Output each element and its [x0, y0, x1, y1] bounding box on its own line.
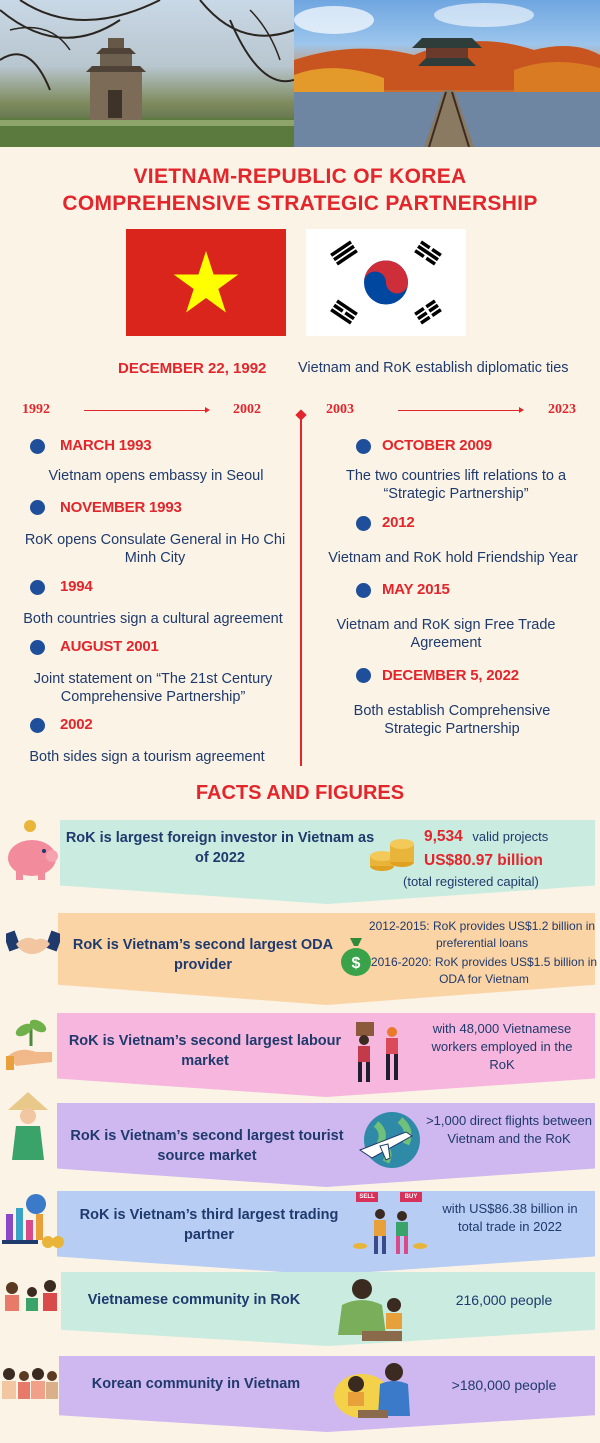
timeline-desc: Both establish Comprehensive Strategic Partnership [353, 703, 551, 737]
projects-value: 9,534 [424, 828, 463, 845]
timeline-date: DECEMBER 5, 2022 [382, 667, 519, 684]
page-title [0, 163, 600, 217]
title-line-2: COMPREHENSIVE STRATEGIC PARTNERSHIP [62, 192, 538, 215]
projects-line [424, 828, 548, 846]
projects-label: valid projects [472, 829, 549, 844]
timeline-bullet-icon [30, 718, 45, 733]
capital-value: US$80.97 billion [424, 852, 543, 869]
yellow-star-icon [126, 229, 286, 336]
fact-label: RoK is Vietnam’s second largest labour market [68, 1033, 342, 1069]
timeline-bullet-icon [356, 439, 371, 454]
labour-fact: with 48,000 Vietnamese workers employed in the RoK [431, 1021, 573, 1072]
capital-label: (total registered capital) [403, 874, 539, 889]
timeline-date: OCTOBER 2009 [382, 437, 492, 454]
taegeuk-icon [306, 229, 466, 336]
timeline-desc: The two countries lift relations to a “Strategic Partnership” [345, 468, 567, 502]
oda-fact-2: 2016-2020: RoK provides US$1.5 billion in ODA for Vietnam [370, 955, 598, 986]
trade-fact: with US$86.38 billion in total trade in 2022 [442, 1201, 578, 1234]
buy-tag: BUY [404, 1194, 418, 1200]
plant-in-hand-icon [6, 1016, 56, 1072]
timeline-desc: Vietnam and RoK sign Free Trade Agreement [336, 617, 556, 651]
timeline-date: AUGUST 2001 [60, 638, 159, 655]
tourist-fact: >1,000 direct flights between Vietnam and the RoK [426, 1113, 592, 1146]
timeline-bullet-icon [30, 500, 45, 515]
family-play-icon [322, 1356, 422, 1426]
vietnam-flag [126, 229, 286, 336]
timeline-date: 2012 [382, 514, 415, 531]
range-left-start: 1992 [22, 402, 50, 417]
fact-label: RoK is Vietnam’s second largest tourist source market [70, 1128, 344, 1164]
timeline-bullet-icon [30, 580, 45, 595]
timeline-bullet-icon [30, 439, 45, 454]
range-left-arrow-icon [84, 410, 208, 411]
turtle-tower-illustration [0, 0, 294, 147]
conical-hat-woman-icon [4, 1090, 52, 1162]
hanoi-turtle-tower-photo [0, 0, 294, 147]
family-icon [2, 1278, 60, 1314]
diplomatic-ties-date: DECEMBER 22, 1992 [118, 360, 267, 377]
timeline-date: NOVEMBER 1993 [60, 499, 182, 516]
pavilion-illustration [294, 0, 600, 147]
timeline-bullet-icon [356, 583, 371, 598]
timeline-bullet-icon [356, 668, 371, 683]
timeline-desc: Vietnam and RoK hold Friendship Year [328, 550, 578, 566]
facts-title: FACTS AND FIGURES [195, 782, 405, 804]
timeline-bullet-icon [30, 640, 45, 655]
diplomatic-ties-desc: Vietnam and RoK establish diplomatic ties [298, 360, 569, 376]
timeline-desc: RoK opens Consulate General in Ho Chi Minh City [24, 532, 286, 566]
title-line-1: VIETNAM-REPUBLIC OF KOREA [133, 165, 467, 188]
vn-community-fact: 216,000 people [455, 1292, 553, 1308]
timeline-bullet-icon [356, 516, 371, 531]
korea-flag [306, 229, 466, 336]
fact-label: Vietnamese community in RoK [87, 1292, 301, 1308]
timeline-date: MARCH 1993 [60, 437, 152, 454]
fact-label: RoK is Vietnam’s second largest ODA provider [72, 937, 334, 973]
range-right-arrow-icon [398, 410, 522, 411]
timeline-date: 2002 [60, 716, 93, 733]
range-left-end: 2002 [233, 402, 261, 417]
globe-airplane-icon [356, 1110, 424, 1172]
timeline-date: 1994 [60, 578, 93, 595]
group-people-icon [0, 1364, 60, 1404]
hero-banner [0, 0, 600, 147]
fact-label: RoK is Vietnam’s third largest trading partner [79, 1207, 339, 1243]
piggy-bank-icon [4, 818, 60, 882]
handshake-icon [6, 926, 60, 960]
timeline-date: MAY 2015 [382, 581, 450, 598]
timeline-desc: Vietnam opens embassy in Seoul [48, 468, 264, 484]
range-right-start: 2003 [326, 402, 354, 417]
timeline-desc: Joint statement on “The 21st Century Comprehensive Partnership” [33, 671, 273, 705]
gyeongbokgung-pavilion-photo [294, 0, 600, 147]
trade-chart-icon [2, 1192, 68, 1250]
parent-child-icon [322, 1275, 422, 1345]
gold-coins-icon [368, 832, 416, 876]
oda-fact-1: 2012-2015: RoK provides US$1.2 billion in preferential loans [368, 919, 596, 950]
sell-tag: SELL [359, 1194, 375, 1200]
workers-icon [348, 1018, 410, 1084]
timeline-desc: Both sides sign a tourism agreement [29, 749, 265, 765]
svg-text:$: $ [351, 955, 361, 972]
fact-label: Korean community in Vietnam [91, 1376, 301, 1392]
fact-label: RoK is largest foreign investor in Vietnam as of 2022 [65, 830, 375, 866]
kr-community-fact: >180,000 people [451, 1377, 557, 1393]
range-right-end: 2023 [548, 402, 576, 417]
timeline-desc: Both countries sign a cultural agreement [23, 611, 283, 627]
